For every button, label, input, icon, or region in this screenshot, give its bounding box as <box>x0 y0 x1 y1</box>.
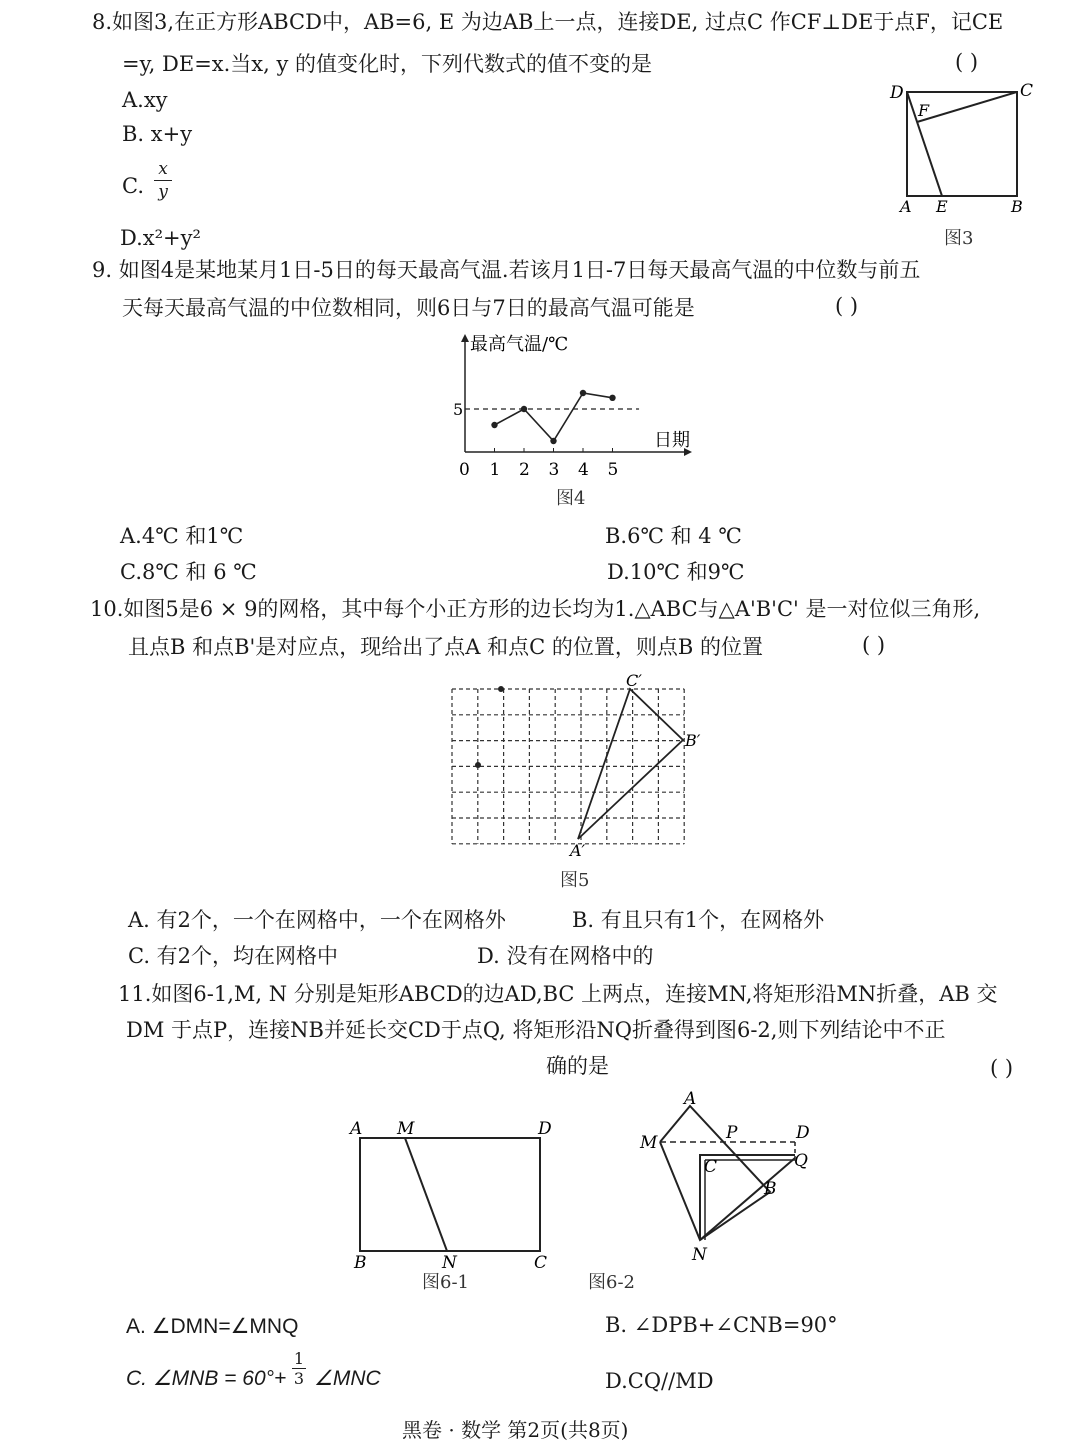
q11-option-c-fraction <box>292 1350 306 1387</box>
chart4-x-tick: 2 <box>519 460 530 480</box>
fig61-label-c: C <box>534 1253 548 1273</box>
q10-answer-paren: ( ) <box>862 633 886 657</box>
fig61-label-n: N <box>442 1253 457 1273</box>
q11-option-c-pre: C. ∠MNB = 60°+ <box>126 1367 287 1390</box>
grid5-label-a1: A′ <box>570 841 586 860</box>
chart4-data-point <box>609 395 615 401</box>
q10-option-b: B. 有且只有1个，在网格外 <box>572 908 825 932</box>
fig3-label-d: D <box>890 83 904 103</box>
q8-frac-den: y <box>158 182 168 202</box>
chart4-y-arrow <box>461 334 469 342</box>
figure-6-1 <box>340 1112 560 1272</box>
fig62-label-c: C <box>704 1157 718 1177</box>
q8-option-d: D.x²+y² <box>120 226 201 250</box>
chart4-x-tick: 3 <box>548 460 560 480</box>
q8-line1: 8.如图3,在正方形ABCD中，AB=6, E 为边AB上一点，连接DE, 过点C 作CF⊥DE于点F，记CE <box>92 10 1004 34</box>
fig3-caption: 图3 <box>944 228 974 249</box>
q9-line2: 天每天最高气温的中位数相同，则6日与7日的最高气温可能是 <box>122 296 695 320</box>
q11-frac-den: 3 <box>293 1369 305 1388</box>
q11-option-d: D.CQ//MD <box>605 1369 714 1393</box>
chart4-data-point <box>580 390 586 396</box>
q11-answer-paren: ( ) <box>990 1056 1014 1080</box>
fig4-caption: 图4 <box>556 488 586 509</box>
q8-option-a: A.xy <box>122 88 168 112</box>
chart4-x-tick: 5 <box>607 460 619 480</box>
grid5-point-c <box>475 762 481 768</box>
fig6-2-caption: 图6-2 <box>588 1272 635 1293</box>
chart4-y-tick-5: 5 <box>453 400 464 419</box>
q8-frac-num: x <box>158 159 168 179</box>
figure-5-grid <box>440 672 720 862</box>
grid5-label-c1: C′ <box>626 671 642 690</box>
fig62-label-d: D <box>796 1123 810 1143</box>
q11-frac-num: 1 <box>293 1349 305 1368</box>
fig62-label-p: P <box>726 1123 738 1143</box>
fig62-label-q: Q <box>794 1151 808 1171</box>
fig61-label-a: A <box>350 1119 363 1139</box>
q9-option-d: D.10℃ 和9℃ <box>607 560 745 584</box>
q11-line1: 11.如图6-1,M, N 分别是矩形ABCD的边AD,BC 上两点，连接MN,将矩形沿MN折叠，AB 交 <box>118 982 998 1006</box>
chart4-xlabel: 日期 <box>654 430 690 451</box>
q9-option-b: B.6℃ 和 4 ℃ <box>605 524 742 548</box>
page-footer: 黑卷 · 数学 第2页(共8页) <box>402 1418 629 1442</box>
q9-line1: 9. 如图4是某地某月1日-5日的每天最高气温.若该月1日-7日每天最高气温的中位数与前五 <box>92 258 921 282</box>
figure-6-2 <box>630 1090 830 1270</box>
q11-line2: DM 于点P，连接NB并延长交CD于点Q, 将矩形沿NQ折叠得到图6-2,则下列结论中不正 <box>126 1018 946 1042</box>
figure-3 <box>880 78 1050 248</box>
q10-line2: 且点B 和点B'是对应点，现给出了点A 和点C 的位置，则点B 的位置 <box>128 635 764 659</box>
fig5-caption: 图5 <box>560 870 590 891</box>
grid5-label-b1: B′ <box>685 731 701 750</box>
q9-option-a: A.4℃ 和1℃ <box>120 524 244 548</box>
q8-line2: =y, DE=x.当x, y 的值变化时，下列代数式的值不变的是 <box>122 52 653 76</box>
fig62-label-n: N <box>692 1245 707 1265</box>
q9-answer-paren: ( ) <box>835 294 859 318</box>
figure-4-chart <box>440 330 710 480</box>
q8-option-b: B. x+y <box>122 122 193 146</box>
fig61-label-m: M <box>397 1119 415 1139</box>
fig61-label-b: B <box>354 1253 367 1273</box>
fig61-label-d: D <box>538 1119 552 1139</box>
fig3-label-a: A <box>900 197 912 216</box>
fig3-label-c: C <box>1020 81 1034 101</box>
q10-line1: 10.如图5是6 × 9的网格，其中每个小正方形的边长均为1.△ABC与△A'B'C' 是一对位似三角形, <box>90 597 981 621</box>
chart4-x-tick: 0 <box>459 460 470 480</box>
triangle-a1b1c1 <box>578 689 683 839</box>
chart4-ylabel: 最高气温/℃ <box>470 334 569 355</box>
q10-option-a: A. 有2个，一个在网格中，一个在网格外 <box>128 908 506 932</box>
chart4-data-point <box>491 422 497 428</box>
q10-option-d: D. 没有在网格中的 <box>477 944 654 968</box>
chart4-x-tick: 4 <box>578 460 589 480</box>
q11-option-b: B. ∠DPB+∠CNB=90° <box>605 1313 838 1337</box>
grid5-point-a <box>498 686 504 692</box>
fig62-label-m: M <box>640 1133 658 1153</box>
q11-line3: 确的是 <box>546 1054 609 1078</box>
fig3-label-e: E <box>936 197 948 216</box>
q9-option-c: C.8℃ 和 6 ℃ <box>120 560 257 584</box>
q11-option-a: A. ∠DMN=∠MNQ <box>126 1315 299 1338</box>
fig62-label-b: B <box>764 1179 777 1199</box>
q11-option-c-post: ∠MNC <box>314 1367 381 1390</box>
chart4-data-point <box>550 438 556 444</box>
fig6-1-caption: 图6-1 <box>422 1272 469 1293</box>
q10-option-c: C. 有2个，均在网格中 <box>128 944 339 968</box>
q8-answer-paren: ( ) <box>955 50 979 74</box>
fig3-label-f: F <box>918 101 930 120</box>
q8-option-c-fraction <box>154 160 172 201</box>
q8-option-c: C. <box>122 174 144 198</box>
fig3-label-b: B <box>1011 197 1023 216</box>
chart4-series-line <box>495 393 613 441</box>
chart4-data-point <box>521 406 527 412</box>
chart4-x-tick: 1 <box>489 460 501 480</box>
fig62-label-a: A <box>684 1089 697 1109</box>
